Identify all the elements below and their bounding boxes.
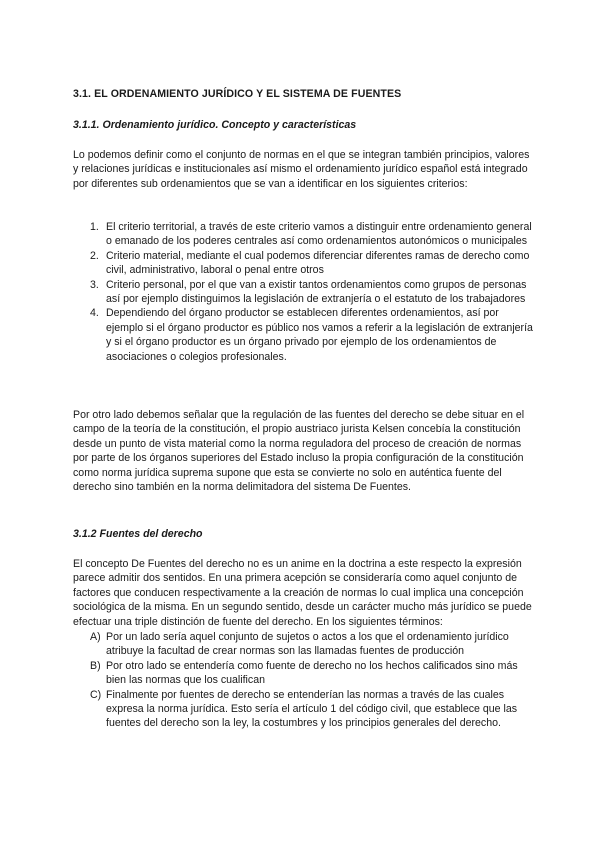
list-marker: 1. [90,221,99,233]
list-marker: C) [90,688,102,701]
criteria-list [73,220,533,364]
list-item-text: Por otro lado se entendería como fuente de derecho no los hechos calificados sino más bien las normas que los cualifican [106,659,518,687]
distinction-list [73,630,533,731]
list-marker: B) [90,659,101,672]
list-item-text: Finalmente por fuentes de derecho se entenderían las normas a través de las cuales expresa la norma jurídica. Esto sería el artículo 1 del código civil, que establece que las fuentes del derecho son la ley, la costumbres y los principios generales del derecho. [106,688,518,730]
subsection-heading-2: 3.1.2 Fuentes del derecho [73,528,203,540]
list-item [73,220,533,249]
list-marker: 4. [90,307,99,320]
list-item [73,630,533,659]
list-item [73,278,533,307]
list-item-text: El criterio territorial, a través de este criterio vamos a distinguir entre ordenamiento general o emanado de los poderes centrales así como ordenamientos autonómicos o municipales [106,221,532,248]
list-item-text: Dependiendo del órgano productor se establecen diferentes ordenamientos, así por ejemplo si el órgano productor es público nos vamos a referir a la legislación de extranjería y si el órgano productor es un órgano privado por ejemplo de los ordenamientos de asociaciones o colegios profesionales. [106,307,533,363]
list-item-text: Por un lado sería aquel conjunto de sujetos o actos a los que el ordenamiento jurídico atribuye la facultad de crear normas son las llamadas fuentes de producción [106,631,509,658]
list-item [73,659,533,688]
list-item [73,249,533,278]
list-item [73,688,533,731]
subsection-heading-1: 3.1.1. Ordenamiento jurídico. Concepto y características [73,119,357,131]
paragraph-intro: Lo podemos definir como el conjunto de normas en el que se integran también principios, valores y relaciones jurídicas e institucionales así mismo el ordenamiento jurídico español está integrado por diferentes sub ordenamientos que se van a identificar en los siguientes criterios: [73,149,530,190]
list-item [73,306,533,364]
paragraph-sources-theory: Por otro lado debemos señalar que la regulación de las fuentes del derecho se debe situar en el campo de la teoría de la constitución, el propio austriaco jurista Kelsen concebía la constitución desde un punto de vista material como la norma reguladora del proceso de creación de normas por parte de los órganos superiores del Estado incluso la propia configuración de la constitución como norma jurídica suprema supone que esta se convierte no solo en auténtica fuente del derecho sino también en la norma delimitadora del sistema De Fuentes. [73,409,525,494]
list-item-text: Criterio personal, por el que van a existir tantos ordenamientos como grupos de personas así por ejemplo distinguimos la legislación de extranjería o el estatuto de los trabajadores [106,278,527,306]
paragraph-sources-concept: El concepto De Fuentes del derecho no es un anime en la doctrina a este respecto la expresión parece admitir dos sentidos. En una primera acepción se consideraría como aquel conjunto de factores que conducen respectivamente a la creación de normas lo cual implica una concepción sociológica de la misma. En un segundo sentido, desde un carácter mucho más jurídico se puede efectuar una triple distinción de fuente del derecho. En los siguientes términos: [73,558,532,628]
list-marker: A) [90,631,101,643]
list-marker: 2. [90,249,99,262]
list-item-text: Criterio material, mediante el cual podemos diferenciar diferentes ramas de derecho como civil, administrativo, laboral o penal entre otros [106,249,530,277]
list-marker: 3. [90,278,99,291]
main-heading: 3.1. EL ORDENAMIENTO JURÍDICO Y EL SISTEMA DE FUENTES [73,88,402,100]
